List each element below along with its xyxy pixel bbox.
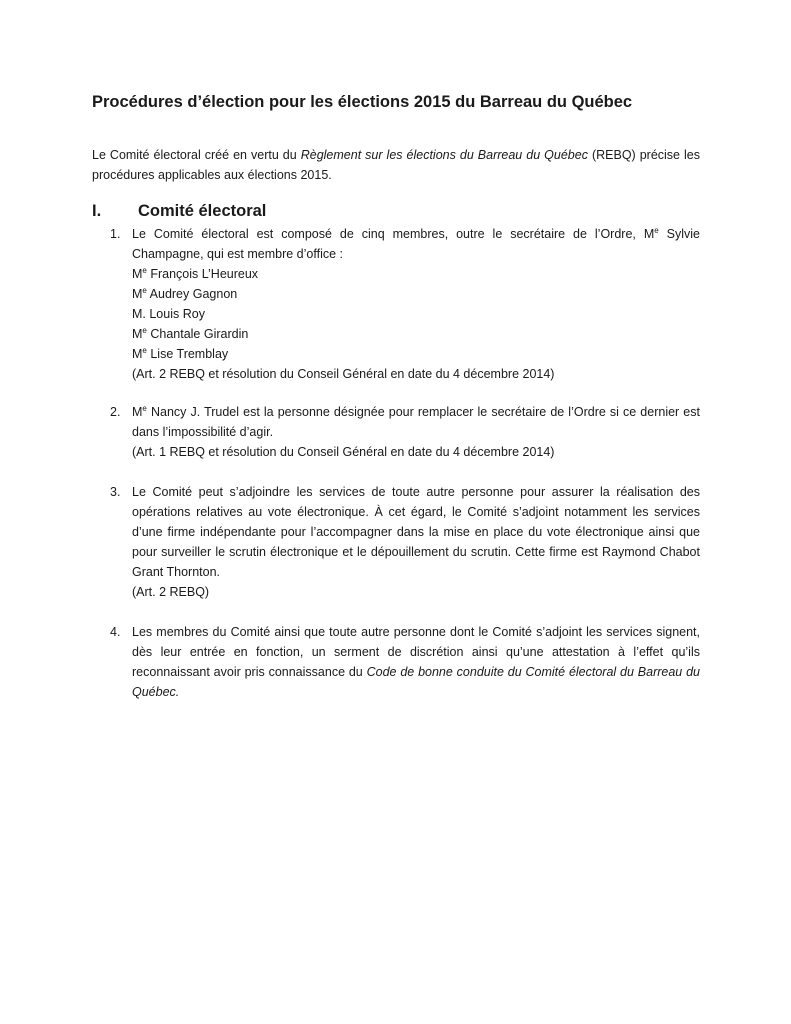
list-item-3	[110, 482, 700, 602]
list-item-text: Le Comité peut s’adjoindre les services de toute autre personne pour assurer la réalisation des opérations relatives au vote électronique. À cet égard, le Comité s’adjoint notamment les services d’une firme indépendante pour l’accompagner dans la mise en place du vote électronique ainsi que pour surveiller le scrutin électronique et le dépouillement du scrutin. Cette firme est Raymond Chabot Grant Thornton.	[132, 485, 700, 579]
list-item-text: Les membres du Comité ainsi que toute autre personne dont le Comité s’adjoint les services signent, dès leur entrée en fonction, un serment de discrétion ainsi qu’une attestation à l’effet qu’ils reconnaissant avoir pris connaissance du Code de bonne conduite du Comité électoral du Barreau du Québec.	[132, 625, 700, 699]
list-item-reference: (Art. 1 REBQ et résolution du Conseil Général en date du 4 décembre 2014)	[132, 445, 555, 459]
intro-text-end: (REBQ) précise les procédures applicables aux élections 2015.	[92, 148, 700, 182]
member-name: Me Chantale Girardin	[132, 325, 249, 341]
member-name: M. Louis Roy	[132, 307, 205, 321]
document-title: Procédures d’élection pour les élections 2015 du Barreau du Québec	[92, 93, 633, 111]
member-name: Me Lise Tremblay	[132, 345, 229, 361]
member-name: Me François L’Heureux	[132, 265, 259, 281]
section-number: I.	[92, 202, 102, 220]
section-title: Comité électoral	[138, 202, 267, 220]
list-item-number: 2.	[110, 405, 121, 419]
list-item-2	[110, 402, 700, 462]
list-item-number: 4.	[110, 625, 121, 639]
list-item-reference: (Art. 2 REBQ et résolution du Conseil Général en date du 4 décembre 2014)	[132, 367, 555, 381]
list-item-number: 3.	[110, 485, 121, 499]
list-item-text: Me Nancy J. Trudel est la personne désignée pour remplacer le secrétaire de l’Ordre si ce dernier est dans l’impossibilité d’agir.	[132, 403, 700, 439]
intro-regulation-title: Règlement sur les élections du Barreau du Québec	[300, 148, 588, 162]
list-item-4	[110, 622, 700, 702]
member-name: Me Audrey Gagnon	[132, 285, 238, 301]
list-item-1	[110, 224, 700, 384]
intro-paragraph	[92, 145, 700, 185]
list-item-reference: (Art. 2 REBQ)	[132, 585, 210, 599]
code-of-conduct-title: Code de bonne conduite du Comité électoral du Barreau du Québec.	[132, 665, 700, 699]
intro-text: Le Comité électoral créé en vertu du	[92, 148, 301, 162]
list-item-text: Le Comité électoral est composé de cinq membres, outre le secrétaire de l’Ordre, Me Sylvie Champagne, qui est membre d’office :	[132, 225, 700, 261]
section-heading	[92, 199, 266, 223]
list-item-number: 1.	[110, 227, 121, 241]
